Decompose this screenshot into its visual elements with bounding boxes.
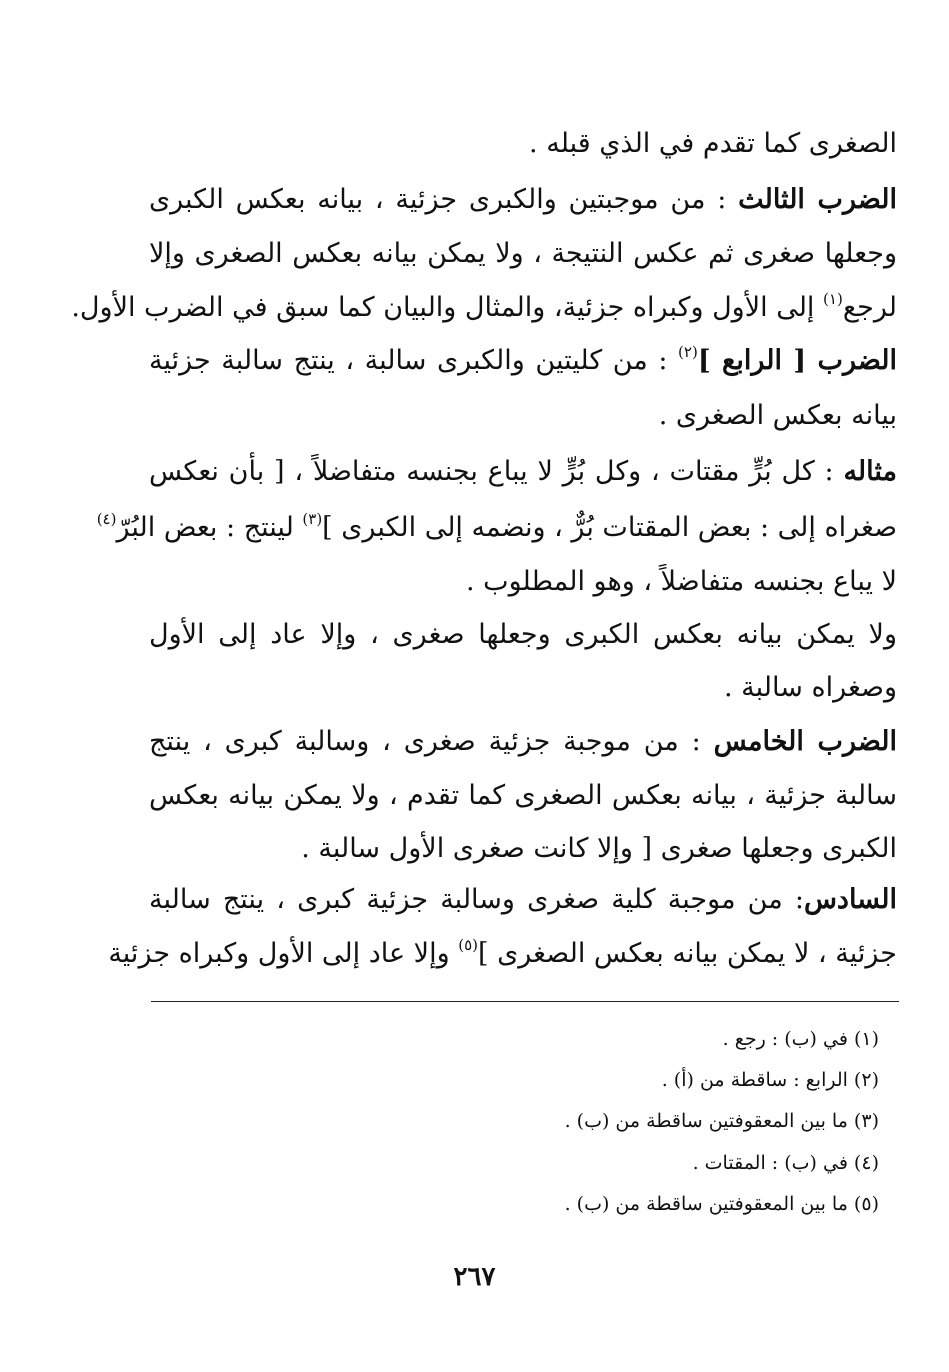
text-line-11 [149, 668, 897, 708]
section-heading-fifth: الضرب الخامس [713, 726, 897, 757]
line-text: صغراه إلى : بعض المقتات بُرٌّ ، ونضمه إلى الكبرى ] [322, 512, 897, 543]
text-line-13 [149, 776, 897, 816]
line-text: : من كليتين والكبرى سالبة ، ينتج سالبة جزئية [149, 345, 679, 376]
footnote-ref-5: (٥) [458, 936, 478, 954]
text-line-12 [149, 722, 897, 762]
footnote-ref-1: (١) [823, 290, 843, 308]
footnote-2: (٢) الرابع : ساقطة من (أ) . [661, 1069, 879, 1091]
text-line-10 [149, 615, 897, 655]
text-line-4 [71, 288, 897, 328]
text-line-9 [149, 562, 897, 602]
line-text: إلى الأول وكبراه جزئية، والمثال والبيان كما سبق في الضرب الأول. [71, 292, 824, 323]
footnote-ref-2: (٢) [678, 343, 698, 361]
text-line-2 [149, 180, 897, 220]
footnote-ref-4: (٤) [96, 510, 117, 528]
section-heading-sixth: السادس [803, 884, 897, 915]
line-text: ولا يمكن بيانه بعكس الكبرى وجعلها صغرى ، وإلا عاد إلى الأول [149, 619, 897, 650]
example-heading: مثاله [843, 456, 897, 487]
section-heading-fourth: الضرب [ الرابع ] [697, 345, 898, 376]
line-text: وإلا عاد إلى الأول وكبراه جزئية [108, 938, 459, 969]
line-text: وصغراه سالبة . [724, 672, 897, 703]
line-text: : من موجبتين والكبرى جزئية ، بيانه بعكس الكبرى [149, 184, 739, 215]
line-text: لينتج : بعض البُرّ [116, 512, 303, 543]
text-line-1 [149, 124, 897, 164]
text-line-5 [149, 341, 897, 381]
line-text: سالبة جزئية ، بيانه بعكس الصغرى كما تقدم ، ولا يمكن بيانه بعكس [149, 780, 897, 811]
line-text: : من موجبة جزئية صغرى ، وسالبة كبرى ، ينتج [149, 726, 714, 757]
footnote-1: (١) في (ب) : رجع . [722, 1028, 879, 1050]
section-heading-third: الضرب الثالث [738, 184, 897, 215]
line-text: لرجع [842, 292, 897, 323]
line-text: جزئية ، لا يمكن بيانه بعكس الصغرى ] [478, 938, 897, 969]
line-text: : من موجبة كلية صغرى وسالبة جزئية كبرى ، ينتج سالبة [149, 884, 804, 915]
footnote-3: (٣) ما بين المعقوفتين ساقطة من (ب) . [564, 1110, 879, 1132]
line-text: لا يباع بجنسه متفاضلاً ، وهو المطلوب . [466, 566, 897, 597]
line-text: الصغرى كما تقدم في الذي قبله . [529, 128, 897, 159]
text-line-6 [149, 396, 897, 436]
text-line-15 [149, 880, 897, 920]
footnote-divider [151, 1001, 899, 1002]
text-line-14 [149, 829, 897, 869]
line-text: وجعلها صغرى ثم عكس النتيجة ، ولا يمكن بيانه بعكس الصغرى وإلا [149, 238, 897, 269]
footnote-4: (٤) في (ب) : المقتات . [692, 1152, 879, 1174]
line-text: الكبرى وجعلها صغرى [ وإلا كانت صغرى الأول سالبة . [301, 833, 897, 864]
text-line-8 [96, 508, 897, 548]
footnote-5: (٥) ما بين المعقوفتين ساقطة من (ب) . [564, 1193, 879, 1215]
page-number: ٢٦٧ [453, 1262, 496, 1292]
line-text: بيانه بعكس الصغرى . [658, 400, 897, 431]
footnote-ref-3: (٣) [302, 510, 323, 528]
text-line-7 [149, 452, 897, 492]
text-line-16 [108, 934, 897, 974]
line-text: : كل بُرٍّ مقتات ، وكل بُرٍّ لا يباع بجنسه متفاضلاً ، [ بأن نعكس [149, 456, 844, 487]
text-line-3 [149, 234, 897, 274]
